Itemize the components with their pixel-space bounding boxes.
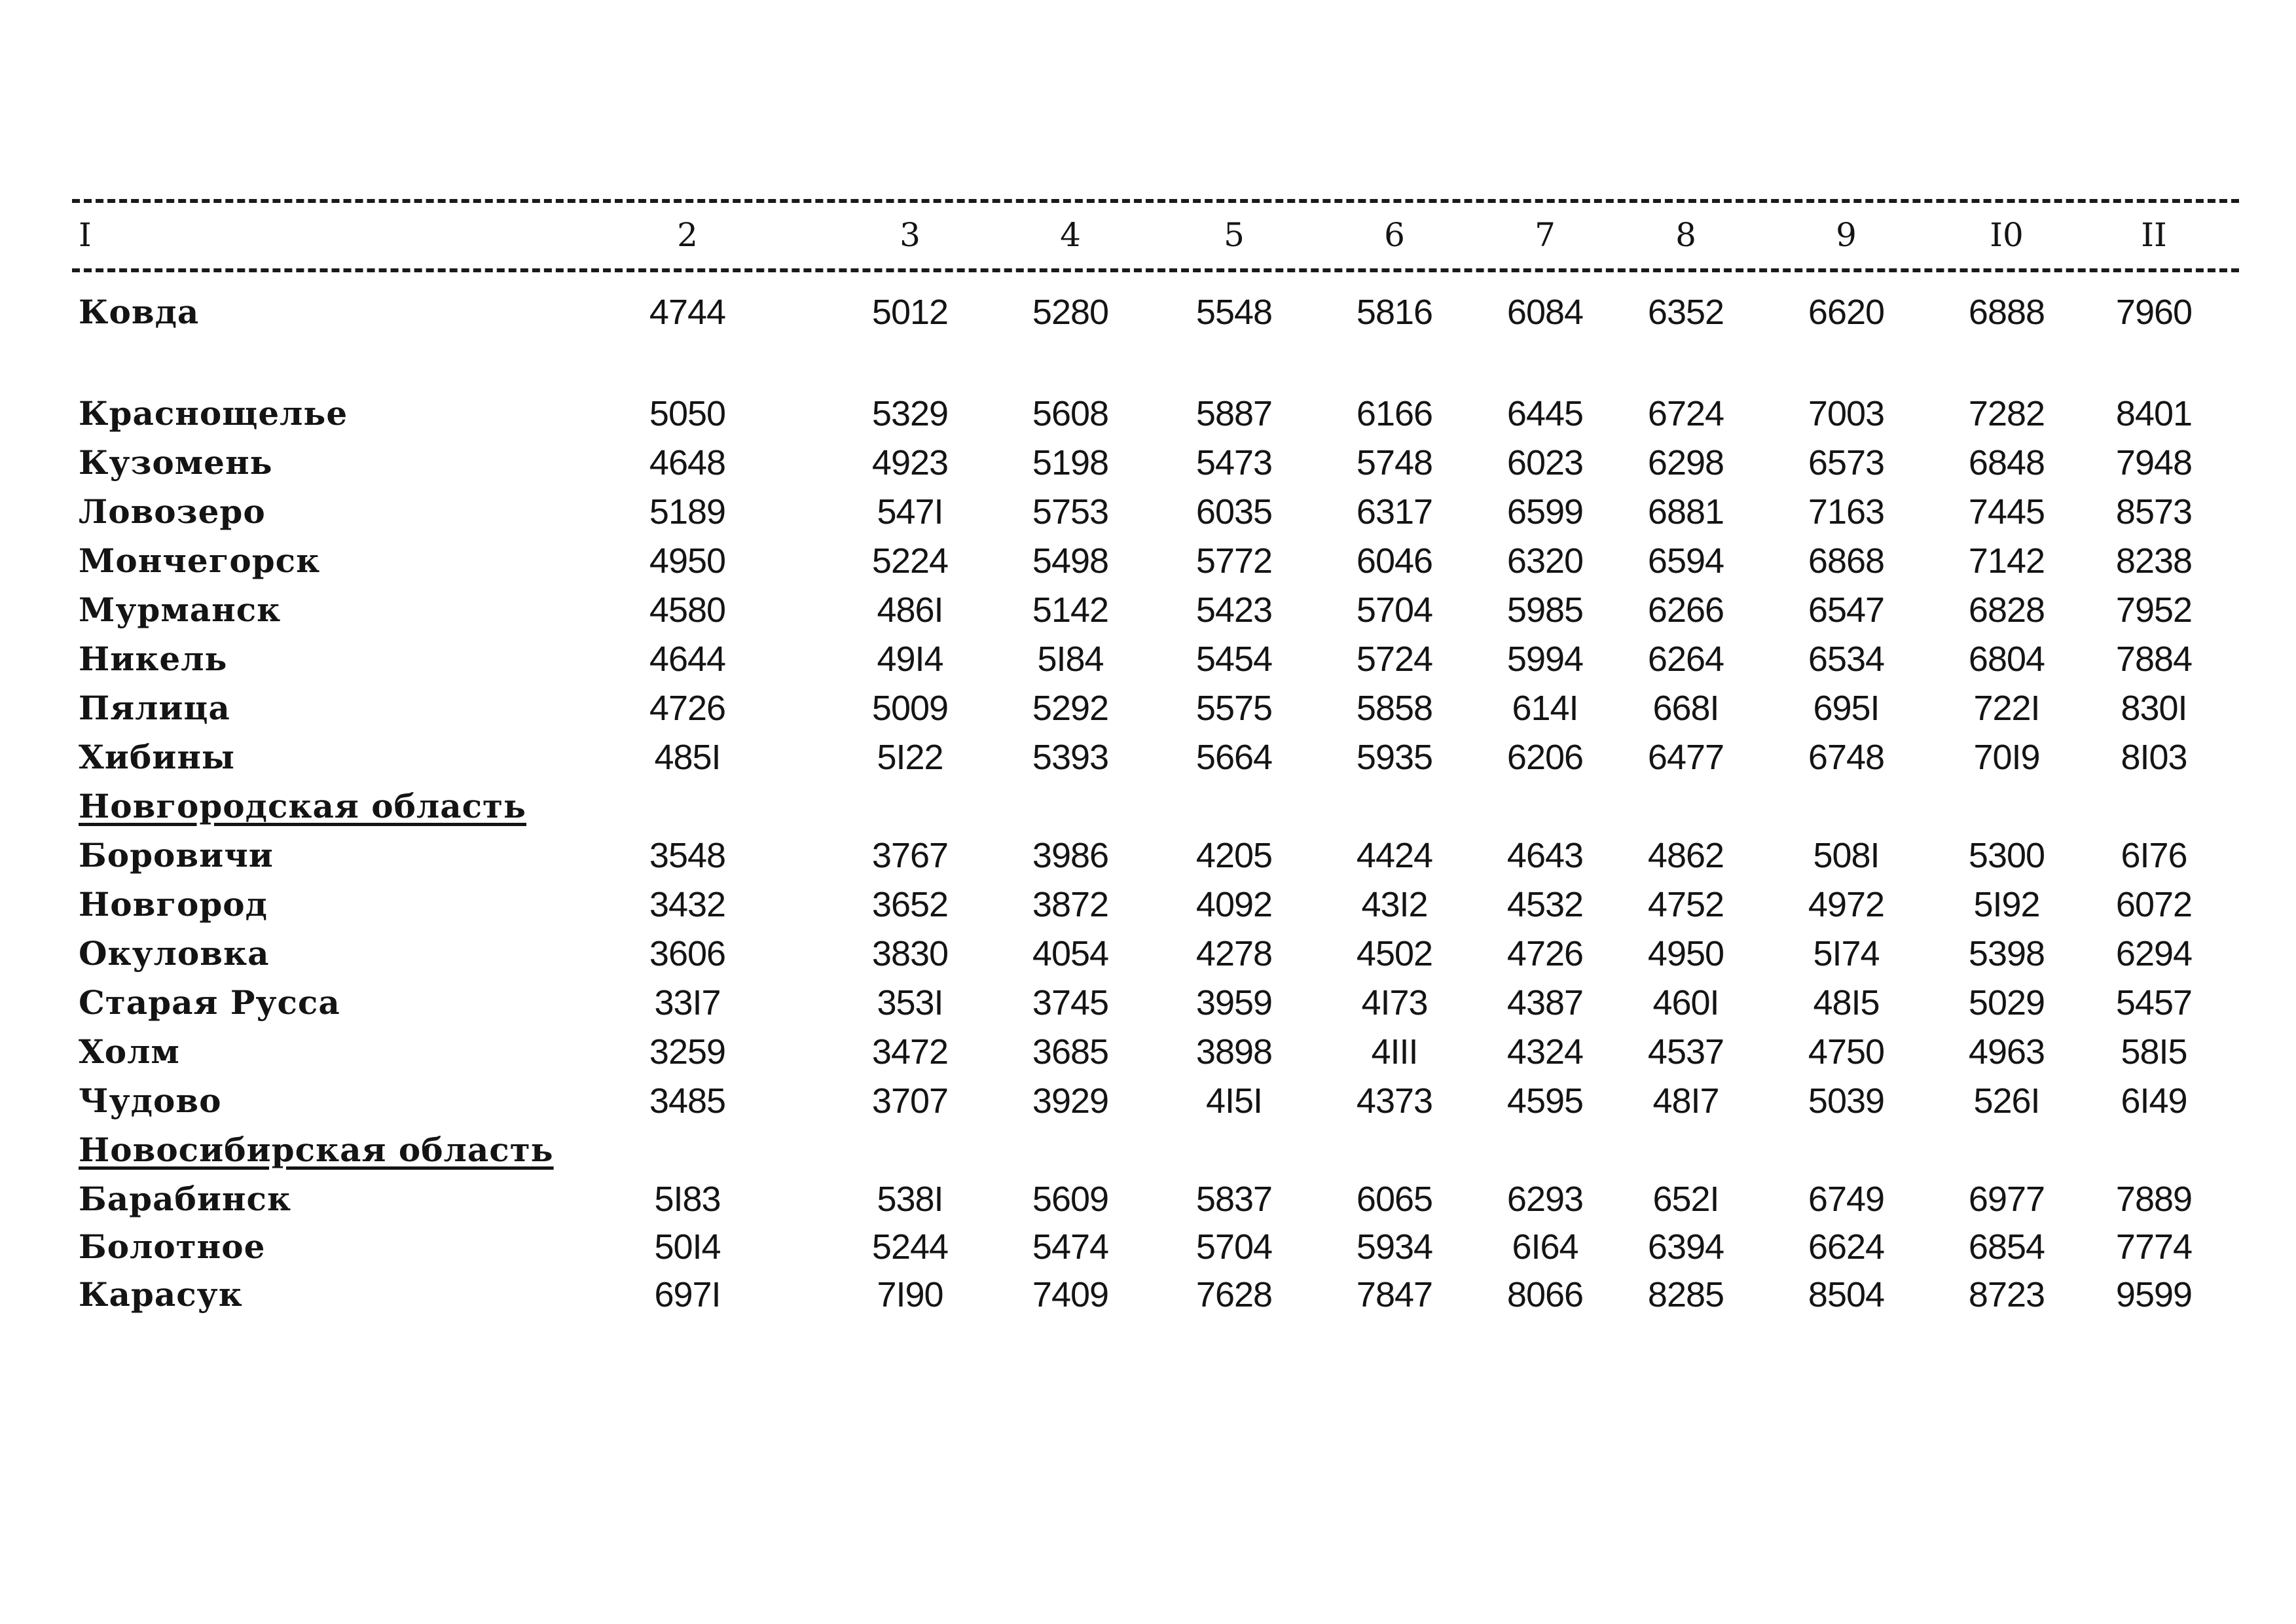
table-row [72,880,2239,929]
value-cell: 547I [877,492,943,532]
value-cell: 6534 [1808,640,1885,679]
value-cell: 4950 [649,541,726,581]
value-cell: 7445 [1968,492,2045,532]
value-cell: 6317 [1356,492,1433,532]
value-cell: 6848 [1968,443,2045,482]
value-cell: 5050 [649,394,726,433]
value-cell: 5704 [1195,1227,1273,1267]
value-cell: 3685 [1032,1032,1109,1072]
value-cell: 5I83 [654,1180,721,1219]
value-cell: 48I5 [1813,983,1880,1022]
value-cell: 7142 [1968,541,2045,581]
value-cell: 6749 [1808,1180,1885,1219]
value-cell: 4726 [1506,934,1584,973]
value-cell: 5224 [871,541,949,581]
value-cell: 4644 [649,640,726,679]
value-cell: 6166 [1356,394,1433,433]
header-bottom-rule [72,268,2239,272]
column-header-1: I [79,216,92,254]
table-row [72,488,2239,536]
locality-name: Карасук [79,1275,243,1314]
value-cell: 3485 [649,1081,726,1121]
locality-name: Хибины [79,738,236,776]
value-cell: 3767 [871,836,949,875]
value-cell: 3830 [871,934,949,973]
column-header-10: I0 [1990,216,2024,254]
value-cell: 6I76 [2121,836,2187,875]
value-cell: 8238 [2115,541,2193,581]
value-cell: 4205 [1195,836,1273,875]
value-cell: 8573 [2115,492,2193,532]
value-cell: 6547 [1808,590,1885,630]
value-cell: 4972 [1808,885,1885,924]
value-cell: 6023 [1506,443,1584,482]
value-cell: 695I [1813,689,1880,728]
value-cell: 3432 [649,885,726,924]
value-cell: 6394 [1647,1227,1724,1267]
value-cell: 5423 [1195,590,1273,630]
locality-name: Чудово [79,1081,222,1120]
value-cell: 5935 [1356,738,1433,777]
value-cell: 4424 [1356,836,1433,875]
value-cell: 4I5I [1205,1081,1263,1121]
value-cell: 6072 [2115,885,2193,924]
locality-name: Барабинск [79,1180,292,1218]
locality-name: Пялица [79,689,230,727]
value-cell: 5454 [1195,640,1273,679]
locality-name: Мончегорск [79,541,321,580]
value-cell: 5198 [1032,443,1109,482]
column-header-3: 3 [900,216,920,254]
value-cell: 3898 [1195,1032,1273,1072]
value-cell: 5664 [1195,738,1273,777]
value-cell: 5189 [649,492,726,532]
value-cell: 6573 [1808,443,1885,482]
value-cell: 5887 [1195,394,1273,433]
table-row [72,831,2239,880]
section-heading-row [72,1126,2239,1174]
value-cell: 7003 [1808,394,1885,433]
value-cell: 8504 [1808,1275,1885,1314]
value-cell: 6294 [2115,934,2193,973]
value-cell: 697I [654,1275,721,1314]
value-cell: 6828 [1968,590,2045,630]
column-header-7: 7 [1535,216,1556,254]
value-cell: 5292 [1032,689,1109,728]
value-cell: 4092 [1195,885,1273,924]
value-cell: 6804 [1968,640,2045,679]
value-cell: 4862 [1647,836,1724,875]
value-cell: 7952 [2115,590,2193,630]
value-cell: 5753 [1032,492,1109,532]
locality-name: Боровичи [79,836,274,875]
table-row [72,979,2239,1027]
value-cell: 4648 [649,443,726,482]
value-cell: 486I [877,590,943,630]
value-cell: 6477 [1647,738,1724,777]
table-row [72,1077,2239,1125]
locality-name: Краснощелье [79,394,348,433]
value-cell: 6599 [1506,492,1584,532]
value-cell: 6888 [1968,293,2045,332]
table-top-rule [72,199,2239,203]
value-cell: 3548 [649,836,726,875]
locality-name: Холм [79,1032,180,1071]
section-heading: Новгородская область [79,787,526,825]
value-cell: 3472 [871,1032,949,1072]
value-cell: 7847 [1356,1275,1433,1314]
value-cell: 4750 [1808,1032,1885,1072]
value-cell: 5I84 [1037,640,1104,679]
value-cell: 4752 [1647,885,1724,924]
value-cell: 668I [1652,689,1719,728]
value-cell: 5994 [1506,640,1584,679]
value-cell: 3707 [871,1081,949,1121]
value-cell: 5300 [1968,836,2045,875]
value-cell: 5704 [1356,590,1433,630]
locality-name: Окуловка [79,934,270,973]
value-cell: 48I7 [1652,1081,1719,1121]
value-cell: 7628 [1195,1275,1273,1314]
value-cell: 460I [1652,983,1719,1022]
locality-name: Болотное [79,1227,266,1266]
value-cell: 4III [1371,1032,1418,1072]
value-cell: 58I5 [2121,1032,2187,1072]
locality-name: Кузомень [79,443,273,482]
column-header-6: 6 [1384,216,1405,254]
value-cell: 7163 [1808,492,1885,532]
value-cell: 5244 [871,1227,949,1267]
value-cell: 5837 [1195,1180,1273,1219]
value-cell: 6868 [1808,541,1885,581]
value-cell: 6748 [1808,738,1885,777]
value-cell: 5575 [1195,689,1273,728]
table-row [72,1223,2239,1271]
value-cell: 4595 [1506,1081,1584,1121]
value-cell: 4923 [871,443,949,482]
value-cell: 6352 [1647,293,1724,332]
value-cell: 5329 [871,394,949,433]
table-row [72,635,2239,683]
section-heading-row [72,782,2239,831]
locality-name: Ковда [79,293,200,331]
value-cell: 5009 [871,689,949,728]
value-cell: 5393 [1032,738,1109,777]
table-row [72,1271,2239,1319]
value-cell: 5473 [1195,443,1273,482]
value-cell: 5816 [1356,293,1433,332]
value-cell: 7889 [2115,1180,2193,1219]
value-cell: 5985 [1506,590,1584,630]
locality-name: Ловозеро [79,492,266,531]
value-cell: 614I [1512,689,1578,728]
value-cell: 8I03 [2121,738,2187,777]
value-cell: 5858 [1356,689,1433,728]
value-cell: 5280 [1032,293,1109,332]
value-cell: 538I [877,1180,943,1219]
value-cell: 6084 [1506,293,1584,332]
table-row [72,1175,2239,1223]
value-cell: 4580 [649,590,726,630]
value-cell: 6298 [1647,443,1724,482]
value-cell: 6046 [1356,541,1433,581]
value-cell: 6445 [1506,394,1584,433]
value-cell: 5608 [1032,394,1109,433]
value-cell: 3872 [1032,885,1109,924]
value-cell: 5457 [2115,983,2193,1022]
value-cell: 7774 [2115,1227,2193,1267]
locality-name: Старая Русса [79,983,340,1022]
value-cell: 4373 [1356,1081,1433,1121]
value-cell: 4I73 [1361,983,1428,1022]
header-row [72,211,2239,259]
locality-name: Мурманск [79,590,282,629]
value-cell: 722I [1973,689,2040,728]
value-cell: 5748 [1356,443,1433,482]
value-cell: 526I [1973,1081,2040,1121]
value-cell: 8285 [1647,1275,1724,1314]
value-cell: 4537 [1647,1032,1724,1072]
value-cell: 6293 [1506,1180,1584,1219]
value-cell: 3606 [649,934,726,973]
column-header-11: II [2141,216,2167,254]
value-cell: 6I64 [1512,1227,1578,1267]
value-cell: 7I90 [877,1275,943,1314]
value-cell: 3745 [1032,983,1109,1022]
value-cell: 8723 [1968,1275,2045,1314]
value-cell: 7409 [1032,1275,1109,1314]
table-row [72,929,2239,978]
table-row [72,439,2239,487]
value-cell: 652I [1652,1180,1719,1219]
value-cell: 5I74 [1813,934,1880,973]
value-cell: 6620 [1808,293,1885,332]
table-row [72,389,2239,438]
table-row [72,586,2239,634]
value-cell: 5012 [871,293,949,332]
value-cell: 3959 [1195,983,1273,1022]
column-header-9: 9 [1836,216,1857,254]
value-cell: 6266 [1647,590,1724,630]
value-cell: 4502 [1356,934,1433,973]
section-heading: Новосибирская область [79,1130,554,1169]
value-cell: 4054 [1032,934,1109,973]
value-cell: 4532 [1506,885,1584,924]
value-cell: 5398 [1968,934,2045,973]
value-cell: 6206 [1506,738,1584,777]
value-cell: 5934 [1356,1227,1433,1267]
value-cell: 3929 [1032,1081,1109,1121]
value-cell: 6264 [1647,640,1724,679]
table-row [72,733,2239,782]
value-cell: 4278 [1195,934,1273,973]
column-header-5: 5 [1224,216,1245,254]
value-cell: 5609 [1032,1180,1109,1219]
value-cell: 7282 [1968,394,2045,433]
value-cell: 485I [654,738,721,777]
value-cell: 6320 [1506,541,1584,581]
value-cell: 5I22 [877,738,943,777]
value-cell: 5548 [1195,293,1273,332]
value-cell: 5142 [1032,590,1109,630]
column-header-4: 4 [1060,216,1081,254]
value-cell: 6854 [1968,1227,2045,1267]
value-cell: 4744 [649,293,726,332]
value-cell: 3652 [871,885,949,924]
value-cell: 6624 [1808,1227,1885,1267]
value-cell: 5029 [1968,983,2045,1022]
value-cell: 5772 [1195,541,1273,581]
value-cell: 70I9 [1973,738,2040,777]
table-row [72,288,2239,336]
column-header-2: 2 [677,216,698,254]
value-cell: 49I4 [877,640,943,679]
value-cell: 6594 [1647,541,1724,581]
value-cell: 50I4 [654,1227,721,1267]
value-cell: 6881 [1647,492,1724,532]
value-cell: 5498 [1032,541,1109,581]
value-cell: 6035 [1195,492,1273,532]
value-cell: 6I49 [2121,1081,2187,1121]
value-cell: 6065 [1356,1180,1433,1219]
value-cell: 830I [2121,689,2187,728]
table-row [72,1028,2239,1076]
value-cell: 353I [877,983,943,1022]
value-cell: 5039 [1808,1081,1885,1121]
value-cell: 4643 [1506,836,1584,875]
value-cell: 7960 [2115,293,2193,332]
table-row [72,537,2239,585]
value-cell: 5724 [1356,640,1433,679]
value-cell: 3259 [649,1032,726,1072]
value-cell: 5474 [1032,1227,1109,1267]
value-cell: 6724 [1647,394,1724,433]
value-cell: 33I7 [654,983,721,1022]
value-cell: 9599 [2115,1275,2193,1314]
value-cell: 4963 [1968,1032,2045,1072]
table-row [72,684,2239,732]
value-cell: 8066 [1506,1275,1584,1314]
value-cell: 8401 [2115,394,2193,433]
value-cell: 5I92 [1973,885,2040,924]
column-header-8: 8 [1675,216,1696,254]
locality-name: Новгород [79,885,268,924]
value-cell: 4387 [1506,983,1584,1022]
value-cell: 4324 [1506,1032,1584,1072]
value-cell: 4726 [649,689,726,728]
value-cell: 7884 [2115,640,2193,679]
locality-name: Никель [79,640,228,678]
value-cell: 4950 [1647,934,1724,973]
value-cell: 43I2 [1361,885,1428,924]
value-cell: 3986 [1032,836,1109,875]
value-cell: 7948 [2115,443,2193,482]
value-cell: 6977 [1968,1180,2045,1219]
value-cell: 508I [1813,836,1880,875]
